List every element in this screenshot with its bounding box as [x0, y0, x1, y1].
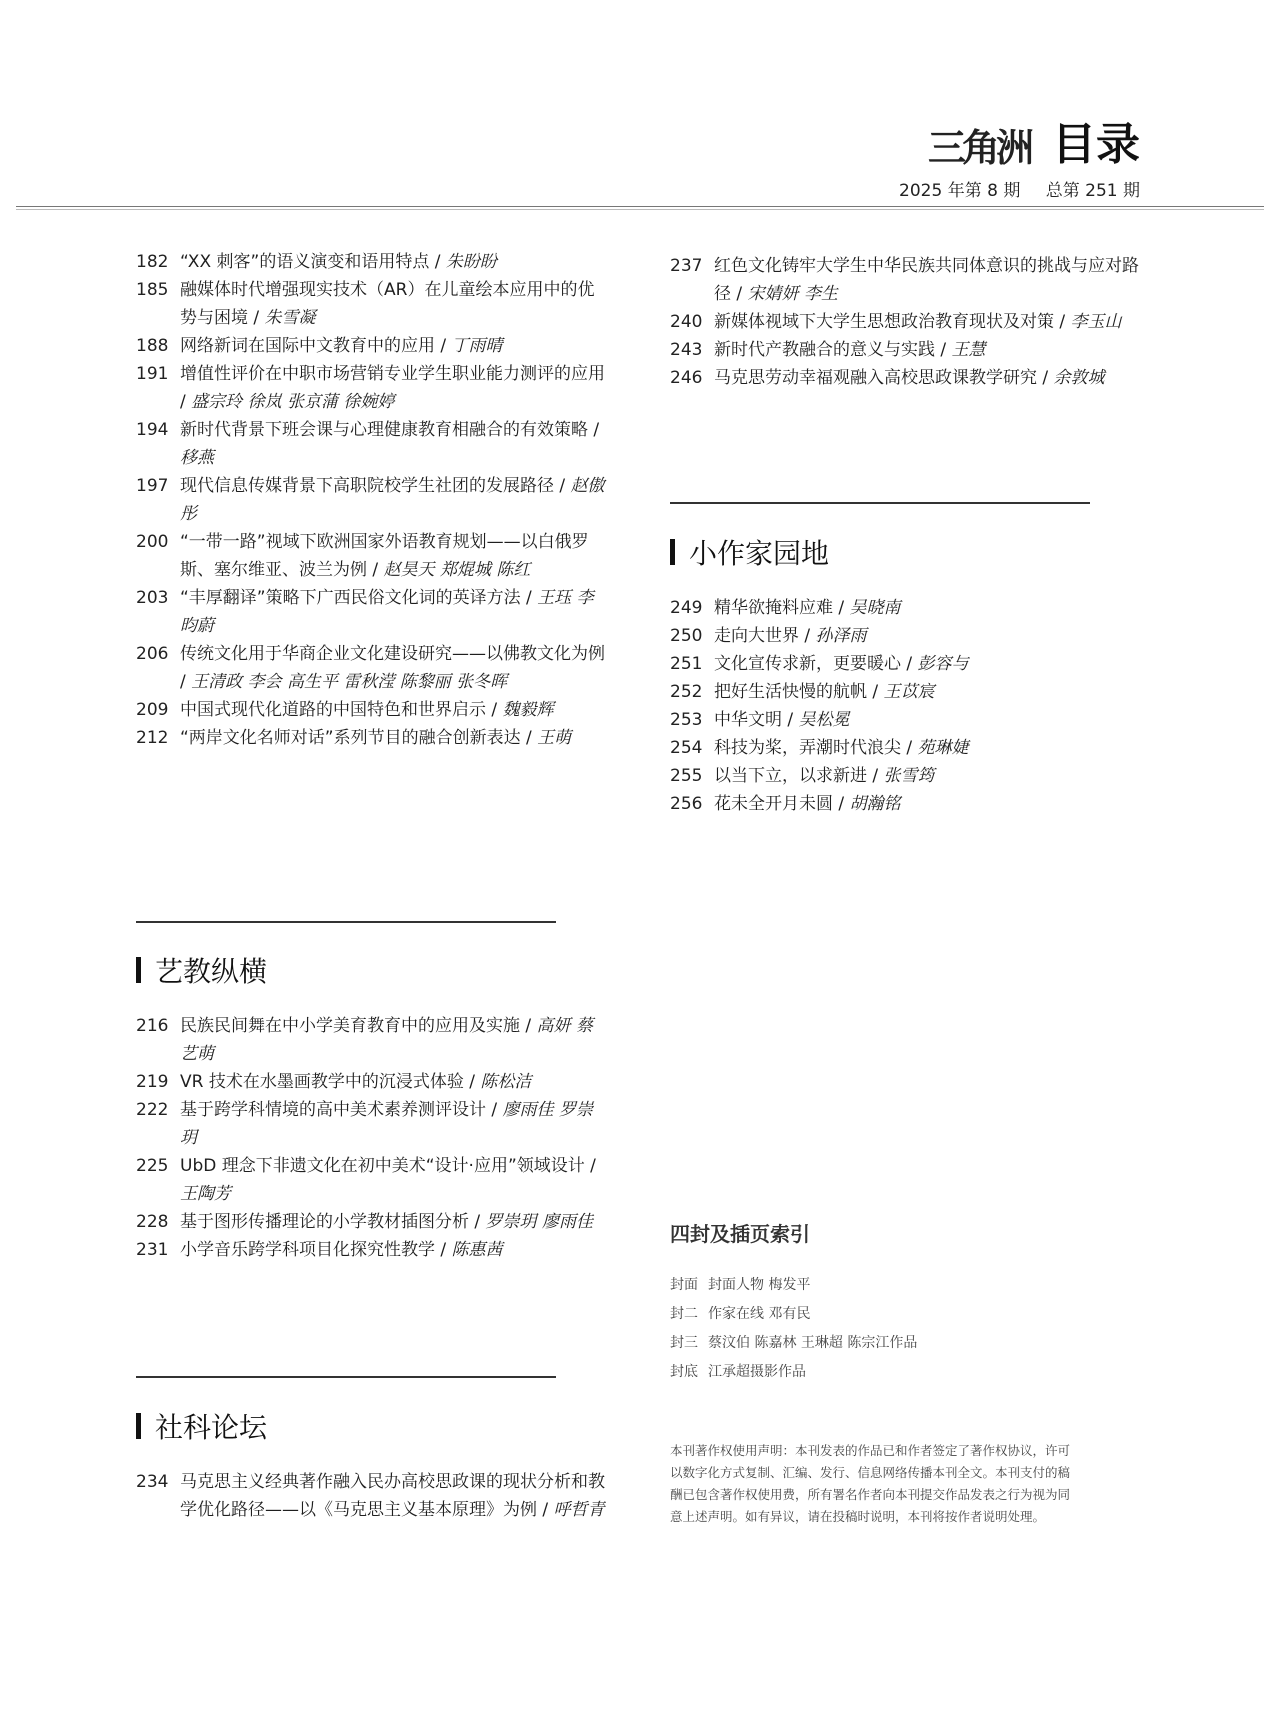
cover-index-text: 作家在线 邓有民 [708, 1306, 811, 1322]
entry-author: 张雪筠 [883, 766, 935, 786]
entry-author: 陈惠茜 [451, 1240, 503, 1260]
header-rule [16, 206, 1264, 207]
entry-title: 新媒体视域下大学生思想政治教育现状及对策 [714, 312, 1054, 332]
entry-page: 246 [670, 368, 703, 388]
toc-entry[interactable]: 240 新媒体视域下大学生思想政治教育现状及对策 / 李玉山 [670, 308, 1150, 336]
entry-page: 237 [670, 256, 703, 276]
section-marker [136, 1413, 141, 1439]
cover-index-text: 江承超摄影作品 [708, 1364, 806, 1380]
toc-entry[interactable]: 185 融媒体时代增强现实技术（AR）在儿童绘本应用中的优势与困境 / 朱雪凝 [136, 276, 606, 332]
section-divider [136, 1376, 556, 1378]
toc-entry[interactable]: 228 基于图形传播理论的小学教材插图分析 / 罗崇玥 廖雨佳 [136, 1208, 606, 1236]
entry-title: 文化宣传求新，更要暖心 [714, 654, 901, 674]
entry-page: 200 [136, 532, 169, 552]
entry-title: 基于图形传播理论的小学教材插图分析 [180, 1212, 469, 1232]
entry-author: 胡瀚铭 [849, 794, 901, 814]
section-heading-text: 小作家园地 [689, 537, 830, 570]
toc-entry[interactable]: 194 新时代背景下班会课与心理健康教育相融合的有效策略 / 移燕 [136, 416, 606, 472]
entry-page: 231 [136, 1240, 169, 1260]
entry-author: 丁雨晴 [451, 336, 503, 356]
cover-index-item [670, 1329, 1090, 1358]
header-rule-secondary [16, 209, 1264, 210]
entry-page: 219 [136, 1072, 169, 1092]
entry-page: 185 [136, 280, 169, 300]
entry-title: VR 技术在水墨画教学中的沉浸式体验 [180, 1072, 464, 1092]
entry-author: 吴松冕 [798, 710, 850, 730]
entry-title: 中国式现代化道路的中国特色和世界启示 [180, 700, 486, 720]
toc-entry[interactable]: 254 科技为桨，弄潮时代浪尖 / 苑琳婕 [670, 734, 1150, 762]
entry-title: 走向大世界 [714, 626, 799, 646]
entry-title: 新时代背景下班会课与心理健康教育相融合的有效策略 [180, 420, 588, 440]
entry-page: 251 [670, 654, 703, 674]
entry-title: 精华欲掩料应难 [714, 598, 833, 618]
cover-index-text: 蔡汶伯 陈嘉林 王琳超 陈宗江作品 [708, 1335, 918, 1351]
brand-row [899, 120, 1140, 170]
cover-index-title: 四封及插页索引 [670, 1222, 810, 1246]
toc-entry[interactable]: 234 马克思主义经典著作融入民办高校思政课的现状分析和教学优化路径——以《马克思主义基本原理》为例 / 呼哲青 [136, 1468, 606, 1524]
cover-index-text: 封面人物 梅发平 [708, 1277, 811, 1293]
entry-title: 民族民间舞在中小学美育教育中的应用及实施 [180, 1016, 520, 1036]
entry-title: 马克思劳动幸福观融入高校思政课教学研究 [714, 368, 1037, 388]
entry-page: 197 [136, 476, 169, 496]
page-header [899, 120, 1140, 201]
entry-author: 吴晓南 [849, 598, 901, 618]
entry-title: UbD 理念下非遗文化在初中美术“设计·应用”领域设计 [180, 1156, 585, 1176]
entry-title: 传统文化用于华商企业文化建设研究——以佛教文化为例 [180, 644, 605, 664]
entry-title: 小学音乐跨学科项目化探究性教学 [180, 1240, 435, 1260]
toc-entry[interactable]: 209 中国式现代化道路的中国特色和世界启示 / 魏毅辉 [136, 696, 606, 724]
entry-title: “XX 刺客”的语义演变和语用特点 [180, 252, 430, 272]
entry-author: 赵昊天 郑焜城 陈红 [383, 560, 531, 580]
toc-entry[interactable]: 212 “两岸文化名师对话”系列节目的融合创新表达 / 王萌 [136, 724, 606, 752]
entry-author: 王萌 [537, 728, 572, 748]
toc-entry[interactable]: 182 “XX 刺客”的语义演变和语用特点 / 朱盼盼 [136, 248, 606, 276]
entry-author: 陈松洁 [480, 1072, 532, 1092]
section-marker [670, 539, 675, 565]
cover-index-label: 封三 [670, 1335, 698, 1351]
entry-page: 243 [670, 340, 703, 360]
toc-entry[interactable]: 231 小学音乐跨学科项目化探究性教学 / 陈惠茜 [136, 1236, 606, 1264]
toc-entry[interactable]: 237 红色文化铸牢大学生中华民族共同体意识的挑战与应对路径 / 宋婧妍 李生 [670, 252, 1150, 308]
entry-author: 余敦城 [1053, 368, 1105, 388]
entry-title: 以当下立，以求新进 [714, 766, 867, 786]
writer-section-entries [670, 594, 1150, 818]
toc-entry[interactable]: 251 文化宣传求新，更要暖心 / 彭容与 [670, 650, 1150, 678]
entry-page: 240 [670, 312, 703, 332]
magazine-logo: 三角洲 [927, 125, 1030, 170]
toc-entry[interactable]: 197 现代信息传媒背景下高职院校学生社团的发展路径 / 赵傲彤 [136, 472, 606, 528]
entry-author: 朱雪凝 [264, 308, 316, 328]
entry-author: 王陶芳 [180, 1184, 231, 1204]
toc-entry[interactable]: 200 “一带一路”视域下欧洲国家外语教育规划——以白俄罗斯、塞尔维亚、波兰为例 / 赵昊天 郑焜城 陈红 [136, 528, 606, 584]
entry-author: 盛宗玲 徐岚 张京蒲 徐婉婷 [191, 392, 395, 412]
section-divider [136, 921, 556, 923]
entry-title: “两岸文化名师对话”系列节目的融合创新表达 [180, 728, 521, 748]
art-section-entries [136, 1012, 606, 1264]
page-title: 目录 [1052, 119, 1140, 170]
entry-title: 新时代产教融合的意义与实践 [714, 340, 935, 360]
cover-index-label: 封底 [670, 1364, 698, 1380]
cover-index-label: 封面 [670, 1277, 698, 1293]
entry-author: 高妍 蔡艺萌 [180, 1016, 593, 1064]
entry-page: 188 [136, 336, 169, 356]
toc-entry[interactable]: 225 UbD 理念下非遗文化在初中美术“设计·应用”领域设计 / 王陶芳 [136, 1152, 606, 1208]
entry-page: 203 [136, 588, 169, 608]
entry-title: 融媒体时代增强现实技术（AR）在儿童绘本应用中的优势与困境 [180, 280, 595, 328]
entry-author: 魏毅辉 [502, 700, 554, 720]
toc-entry[interactable]: 256 花未全开月未圆 / 胡瀚铭 [670, 790, 1150, 818]
entry-author: 孙泽雨 [815, 626, 867, 646]
entry-title: 红色文化铸牢大学生中华民族共同体意识的挑战与应对路径 [714, 256, 1139, 304]
toc-entry[interactable]: 246 马克思劳动幸福观融入高校思政课教学研究 / 余敦城 [670, 364, 1150, 392]
entry-page: 234 [136, 1472, 169, 1492]
entry-author: 呼哲青 [553, 1500, 605, 1520]
entry-page: 254 [670, 738, 703, 758]
left-column-entries [136, 248, 606, 752]
entry-author: 朱盼盼 [445, 252, 497, 272]
issue-info [899, 176, 1140, 201]
entry-title: 马克思主义经典著作融入民办高校思政课的现状分析和教学优化路径——以《马克思主义基本原理》为例 [180, 1472, 605, 1520]
entry-author: 王清政 李会 高生平 雷秋滢 陈黎丽 张冬晖 [191, 672, 508, 692]
entry-page: 216 [136, 1016, 169, 1036]
toc-entry[interactable]: 249 精华欲掩料应难 / 吴晓南 [670, 594, 1150, 622]
entry-author: 彭容与 [917, 654, 969, 674]
entry-title: “丰厚翻译”策略下广西民俗文化词的英译方法 [180, 588, 521, 608]
issue-number: 2025 年第 8 期 [899, 181, 1021, 201]
toc-entry[interactable]: 191 增值性评价在中职市场营销专业学生职业能力测评的应用 / 盛宗玲 徐岚 张京蒲 徐婉婷 [136, 360, 606, 416]
entry-page: 253 [670, 710, 703, 730]
entry-page: 228 [136, 1212, 169, 1232]
section-heading-text: 艺教纵横 [155, 955, 268, 988]
toc-entry[interactable]: 216 民族民间舞在中小学美育教育中的应用及实施 / 高妍 蔡艺萌 [136, 1012, 606, 1068]
entry-page: 222 [136, 1100, 169, 1120]
entry-title: “一带一路”视域下欧洲国家外语教育规划——以白俄罗斯、塞尔维亚、波兰为例 [180, 532, 589, 580]
toc-entry[interactable]: 203 “丰厚翻译”策略下广西民俗文化词的英译方法 / 王珏 李昀蔚 [136, 584, 606, 640]
entry-author: 李玉山 [1070, 312, 1122, 332]
entry-title: 把好生活快慢的航帆 [714, 682, 867, 702]
section-heading-text: 社科论坛 [155, 1411, 268, 1444]
entry-page: 191 [136, 364, 169, 384]
cover-index-item [670, 1358, 1090, 1387]
entry-author: 罗崇玥 廖雨佳 [485, 1212, 593, 1232]
section-marker [136, 957, 141, 983]
entry-title: 中华文明 [714, 710, 782, 730]
entry-page: 194 [136, 420, 169, 440]
entry-page: 209 [136, 700, 169, 720]
section-heading-social [136, 1406, 267, 1446]
copyright-notice: 本刊著作权使用声明：本刊发表的作品已和作者签定了著作权协议，许可以数字化方式复制、汇编、发行、信息网络传播本刊全文。本刊支付的稿酬已包含著作权使用费，所有署名作者向本刊提交作品发表之行为视为同意上述声明。如有异议，请在投稿时说明，本刊将按作者说明处理。 [670, 1443, 1071, 1524]
entry-title: 现代信息传媒背景下高职院校学生社团的发展路径 [180, 476, 554, 496]
entry-page: 225 [136, 1156, 169, 1176]
entry-page: 250 [670, 626, 703, 646]
entry-author: 宋婧妍 李生 [747, 284, 838, 304]
entry-author: 王苡宸 [883, 682, 935, 702]
entry-page: 182 [136, 252, 169, 272]
entry-author: 移燕 [180, 448, 214, 468]
cover-index-item [670, 1271, 1090, 1300]
entry-page: 212 [136, 728, 169, 748]
toc-entry[interactable]: 250 走向大世界 / 孙泽雨 [670, 622, 1150, 650]
toc-entry[interactable]: 255 以当下立，以求新进 / 张雪筠 [670, 762, 1150, 790]
toc-entry[interactable]: 219 VR 技术在水墨画教学中的沉浸式体验 / 陈松洁 [136, 1068, 606, 1096]
entry-author: 赵傲彤 [180, 476, 605, 524]
entry-title: 基于跨学科情境的高中美术素养测评设计 [180, 1100, 486, 1120]
entry-page: 256 [670, 794, 703, 814]
entry-title: 增值性评价在中职市场营销专业学生职业能力测评的应用 [180, 364, 605, 384]
toc-entry[interactable]: 252 把好生活快慢的航帆 / 王苡宸 [670, 678, 1150, 706]
entry-author: 王慧 [951, 340, 986, 360]
entry-title: 科技为桨，弄潮时代浪尖 [714, 738, 901, 758]
cover-index-label: 封二 [670, 1306, 698, 1322]
total-issue-number: 总第 251 期 [1045, 181, 1140, 201]
entry-page: 206 [136, 644, 169, 664]
entry-title: 网络新词在国际中文教育中的应用 [180, 336, 435, 356]
right-column-entries [670, 252, 1150, 392]
section-divider [670, 502, 1090, 504]
entry-page: 252 [670, 682, 703, 702]
entry-page: 249 [670, 598, 703, 618]
entry-page: 255 [670, 766, 703, 786]
entry-author: 王珏 李昀蔚 [180, 588, 594, 636]
entry-title: 花未全开月未圆 [714, 794, 833, 814]
entry-author: 廖雨佳 罗崇玥 [180, 1100, 593, 1148]
toc-entry[interactable]: 206 传统文化用于华商企业文化建设研究——以佛教文化为例 / 王清政 李会 高生平 雷秋滢 陈黎丽 张冬晖 [136, 640, 606, 696]
cover-index [670, 1218, 1090, 1387]
toc-entry[interactable]: 188 网络新词在国际中文教育中的应用 / 丁雨晴 [136, 332, 606, 360]
cover-index-item [670, 1300, 1090, 1329]
toc-entry[interactable]: 222 基于跨学科情境的高中美术素养测评设计 / 廖雨佳 罗崇玥 [136, 1096, 606, 1152]
section-heading-writer [670, 532, 829, 572]
toc-entry[interactable]: 253 中华文明 / 吴松冕 [670, 706, 1150, 734]
section-heading-art [136, 950, 267, 990]
social-section-entries [136, 1468, 606, 1524]
toc-entry[interactable]: 243 新时代产教融合的意义与实践 / 王慧 [670, 336, 1150, 364]
entry-author: 苑琳婕 [917, 738, 969, 758]
